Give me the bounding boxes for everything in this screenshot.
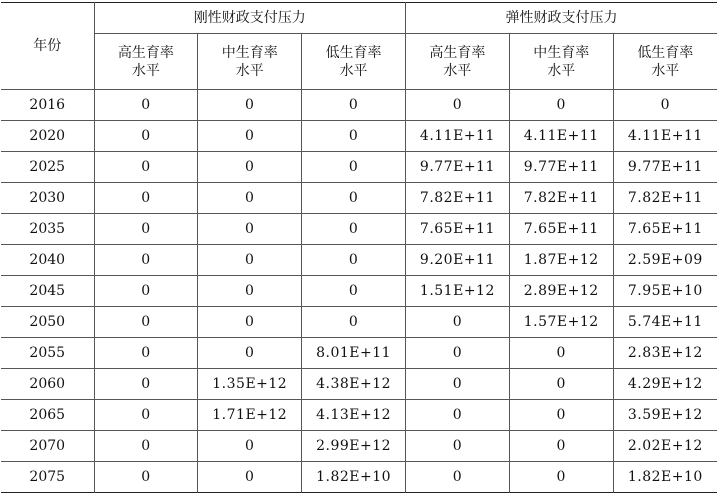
value-cell: 4.13E+12 <box>302 400 406 431</box>
value-cell: 0 <box>198 121 302 152</box>
value-cell: 1.35E+12 <box>198 369 302 400</box>
value-cell: 0 <box>198 214 302 245</box>
value-cell: 2.02E+12 <box>613 431 717 462</box>
year-cell: 2075 <box>1 462 94 493</box>
value-cell: 2.59E+09 <box>613 245 717 276</box>
value-cell: 7.95E+10 <box>613 276 717 307</box>
value-cell: 1.87E+12 <box>509 245 613 276</box>
header-line: 水平 <box>651 62 680 79</box>
header-line: 高生育率 <box>429 44 486 61</box>
year-cell: 2030 <box>1 183 94 214</box>
value-cell: 0 <box>94 214 198 245</box>
table-row <box>1 121 717 152</box>
value-cell: 0 <box>94 276 198 307</box>
year-header: 年份 <box>1 3 94 90</box>
value-cell: 4.29E+12 <box>613 369 717 400</box>
value-cell: 0 <box>405 307 509 338</box>
year-cell: 2020 <box>1 121 94 152</box>
header-line: 水平 <box>131 62 160 79</box>
value-cell: 7.82E+11 <box>613 183 717 214</box>
value-cell: 0 <box>198 307 302 338</box>
value-cell: 4.38E+12 <box>302 369 406 400</box>
value-cell: 0 <box>198 152 302 183</box>
value-cell: 0 <box>405 338 509 369</box>
year-cell: 2055 <box>1 338 94 369</box>
value-cell: 0 <box>405 431 509 462</box>
table-row <box>1 276 717 307</box>
year-cell: 2035 <box>1 214 94 245</box>
year-cell: 2016 <box>1 90 94 121</box>
table-row <box>1 214 717 245</box>
value-cell: 0 <box>94 183 198 214</box>
year-cell: 2040 <box>1 245 94 276</box>
header-line: 中生育率 <box>221 44 278 61</box>
value-cell: 0 <box>405 400 509 431</box>
value-cell: 0 <box>509 338 613 369</box>
header-line: 水平 <box>443 62 472 79</box>
value-cell: 5.74E+11 <box>613 307 717 338</box>
value-cell: 0 <box>509 431 613 462</box>
header-line: 高生育率 <box>117 44 174 61</box>
value-cell: 1.57E+12 <box>509 307 613 338</box>
elastic-mid-fertility-header <box>509 34 613 90</box>
value-cell: 0 <box>94 462 198 493</box>
table-row <box>1 90 717 121</box>
value-cell: 2.99E+12 <box>302 431 406 462</box>
value-cell: 0 <box>405 90 509 121</box>
year-cell: 2050 <box>1 307 94 338</box>
value-cell: 9.77E+11 <box>509 152 613 183</box>
value-cell: 1.82E+10 <box>613 462 717 493</box>
value-cell: 0 <box>94 431 198 462</box>
rigid-pressure-header: 刚性财政支付压力 <box>94 3 405 34</box>
year-cell: 2065 <box>1 400 94 431</box>
value-cell: 0 <box>302 307 406 338</box>
value-cell: 0 <box>509 369 613 400</box>
header-line: 中生育率 <box>533 44 590 61</box>
header-group-row <box>1 3 717 34</box>
value-cell: 0 <box>302 152 406 183</box>
year-cell: 2045 <box>1 276 94 307</box>
header-line: 低生育率 <box>325 44 382 61</box>
value-cell: 0 <box>94 152 198 183</box>
table-row <box>1 431 717 462</box>
fiscal-pressure-table <box>1 2 717 493</box>
value-cell: 0 <box>405 369 509 400</box>
table-row <box>1 245 717 276</box>
year-cell: 2070 <box>1 431 94 462</box>
value-cell: 0 <box>198 245 302 276</box>
table-row <box>1 183 717 214</box>
value-cell: 9.20E+11 <box>405 245 509 276</box>
value-cell: 9.77E+11 <box>405 152 509 183</box>
value-cell: 8.01E+11 <box>302 338 406 369</box>
value-cell: 0 <box>198 90 302 121</box>
value-cell: 0 <box>302 183 406 214</box>
value-cell: 1.82E+10 <box>302 462 406 493</box>
value-cell: 1.71E+12 <box>198 400 302 431</box>
value-cell: 0 <box>302 214 406 245</box>
value-cell: 0 <box>302 245 406 276</box>
value-cell: 7.82E+11 <box>405 183 509 214</box>
rigid-high-fertility-header <box>94 34 198 90</box>
value-cell: 0 <box>198 462 302 493</box>
value-cell: 0 <box>509 462 613 493</box>
value-cell: 0 <box>94 121 198 152</box>
table-row <box>1 152 717 183</box>
table-row <box>1 369 717 400</box>
value-cell: 0 <box>302 121 406 152</box>
value-cell: 0 <box>405 462 509 493</box>
value-cell: 0 <box>509 400 613 431</box>
value-cell: 0 <box>94 307 198 338</box>
value-cell: 0 <box>94 400 198 431</box>
value-cell: 0 <box>94 338 198 369</box>
year-cell: 2060 <box>1 369 94 400</box>
value-cell: 1.51E+12 <box>405 276 509 307</box>
rigid-low-fertility-header <box>302 34 406 90</box>
table-row <box>1 307 717 338</box>
table-body <box>1 90 717 493</box>
elastic-low-fertility-header <box>613 34 717 90</box>
value-cell: 0 <box>94 245 198 276</box>
value-cell: 4.11E+11 <box>613 121 717 152</box>
table-row <box>1 462 717 493</box>
value-cell: 0 <box>198 338 302 369</box>
table-row <box>1 400 717 431</box>
header-line: 低生育率 <box>637 44 694 61</box>
value-cell: 7.65E+11 <box>509 214 613 245</box>
value-cell: 4.11E+11 <box>405 121 509 152</box>
header-line: 水平 <box>547 62 576 79</box>
elastic-high-fertility-header <box>405 34 509 90</box>
value-cell: 0 <box>198 276 302 307</box>
rigid-mid-fertility-header <box>198 34 302 90</box>
header-line: 水平 <box>235 62 264 79</box>
value-cell: 0 <box>302 276 406 307</box>
value-cell: 0 <box>198 183 302 214</box>
value-cell: 2.83E+12 <box>613 338 717 369</box>
value-cell: 4.11E+11 <box>509 121 613 152</box>
value-cell: 7.65E+11 <box>405 214 509 245</box>
value-cell: 7.65E+11 <box>613 214 717 245</box>
value-cell: 0 <box>509 90 613 121</box>
value-cell: 7.82E+11 <box>509 183 613 214</box>
value-cell: 0 <box>302 90 406 121</box>
value-cell: 0 <box>198 431 302 462</box>
header-sub-row <box>1 34 717 90</box>
year-cell: 2025 <box>1 152 94 183</box>
elastic-pressure-header: 弹性财政支付压力 <box>405 3 717 34</box>
value-cell: 3.59E+12 <box>613 400 717 431</box>
value-cell: 2.89E+12 <box>509 276 613 307</box>
value-cell: 0 <box>94 369 198 400</box>
value-cell: 0 <box>94 90 198 121</box>
header-line: 水平 <box>339 62 368 79</box>
value-cell: 9.77E+11 <box>613 152 717 183</box>
table-row <box>1 338 717 369</box>
value-cell: 0 <box>613 90 717 121</box>
